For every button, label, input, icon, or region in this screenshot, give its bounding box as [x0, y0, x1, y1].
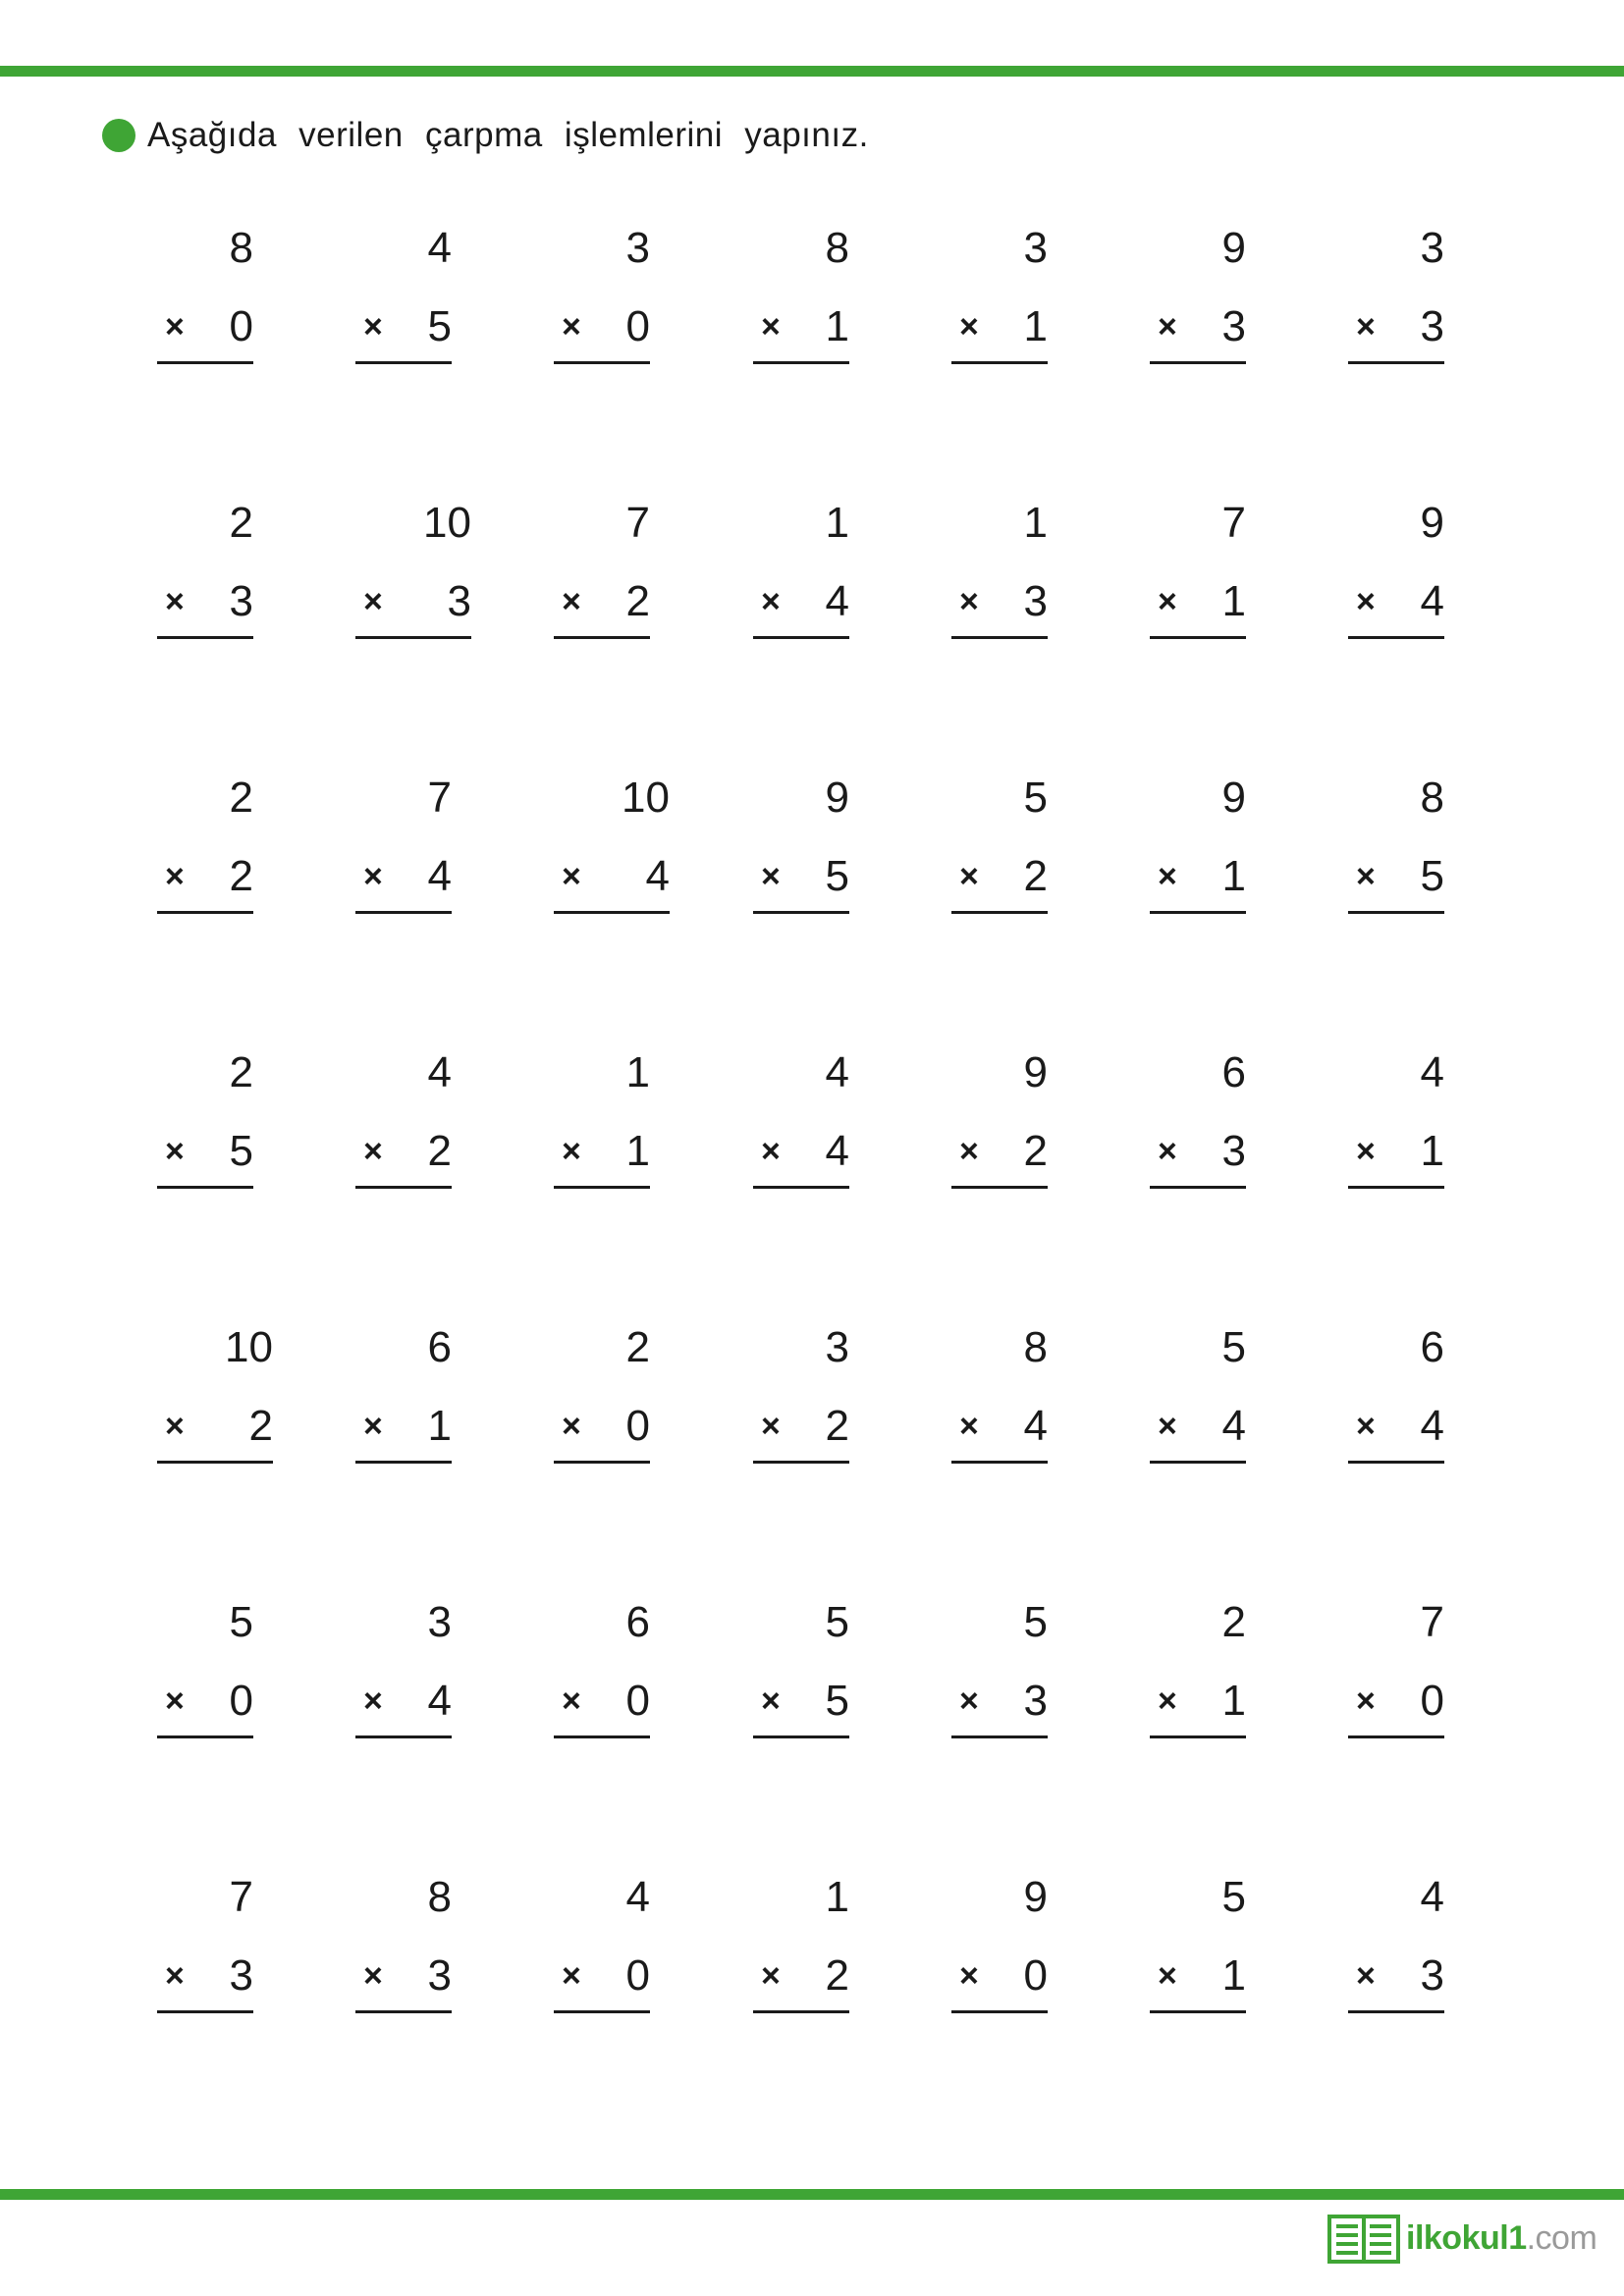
- multiplier: 2: [427, 1127, 452, 1175]
- multiplication-problem: [157, 774, 314, 940]
- multiplication-problem: [1150, 1873, 1307, 2040]
- multiplier: 4: [1420, 577, 1444, 625]
- times-sign: ×: [959, 1133, 979, 1170]
- multiplicand: 7: [1221, 499, 1246, 547]
- multiplication-problem: [1348, 774, 1505, 940]
- times-sign: ×: [363, 583, 383, 620]
- times-sign: ×: [1356, 308, 1376, 346]
- multiplier: 5: [229, 1127, 253, 1175]
- multiplication-problem: [355, 774, 513, 940]
- answer-line[interactable]: [355, 1186, 452, 1189]
- times-sign: ×: [1158, 1133, 1177, 1170]
- answer-line[interactable]: [1150, 1461, 1246, 1464]
- times-sign: ×: [761, 1957, 781, 1995]
- answer-line[interactable]: [951, 1735, 1048, 1738]
- multiplier: 4: [825, 577, 849, 625]
- times-sign: ×: [761, 308, 781, 346]
- multiplication-problem: [951, 224, 1109, 391]
- multiplicand: 9: [1023, 1048, 1048, 1096]
- times-sign: ×: [165, 583, 185, 620]
- times-sign: ×: [1356, 1408, 1376, 1445]
- answer-line[interactable]: [1348, 2010, 1444, 2013]
- multiplicand: 2: [229, 499, 253, 547]
- times-sign: ×: [562, 1957, 581, 1995]
- multiplier: 1: [1221, 577, 1246, 625]
- answer-line[interactable]: [157, 1735, 253, 1738]
- multiplication-problem: [1348, 1323, 1505, 1490]
- multiplier: 2: [625, 577, 650, 625]
- multiplier: 2: [1023, 852, 1048, 900]
- multiplier: 2: [825, 1402, 849, 1450]
- answer-line[interactable]: [1150, 1186, 1246, 1189]
- multiplicand: 3: [1420, 224, 1444, 272]
- multiplicand: 6: [625, 1598, 650, 1646]
- multiplicand: 6: [1221, 1048, 1246, 1096]
- multiplicand: 1: [625, 1048, 650, 1096]
- multiplier: 4: [427, 852, 452, 900]
- multiplication-problem: [157, 1598, 314, 1765]
- times-sign: ×: [363, 858, 383, 895]
- multiplication-problem: [157, 224, 314, 391]
- multiplication-problem: [157, 499, 314, 666]
- times-sign: ×: [959, 583, 979, 620]
- multiplier: 4: [825, 1127, 849, 1175]
- multiplication-problem: [951, 774, 1109, 940]
- multiplier: 4: [1221, 1402, 1246, 1450]
- multiplicand: 4: [825, 1048, 849, 1096]
- instruction: [102, 116, 869, 155]
- multiplier: 1: [1221, 1951, 1246, 2000]
- multiplication-problem: [1150, 499, 1307, 666]
- multiplication-problem: [1348, 1048, 1505, 1215]
- answer-line[interactable]: [157, 1186, 253, 1189]
- times-sign: ×: [562, 1133, 581, 1170]
- answer-line[interactable]: [753, 911, 849, 914]
- times-sign: ×: [363, 1408, 383, 1445]
- multiplicand: 4: [427, 1048, 452, 1096]
- answer-line[interactable]: [355, 2010, 452, 2013]
- multiplicand: 3: [1023, 224, 1048, 272]
- multiplicand: 5: [229, 1598, 253, 1646]
- multiplier: 0: [1420, 1677, 1444, 1725]
- multiplicand: 5: [1221, 1323, 1246, 1371]
- multiplicand: 10: [225, 1323, 273, 1371]
- times-sign: ×: [562, 858, 581, 895]
- times-sign: ×: [165, 1133, 185, 1170]
- multiplication-problem: [554, 1048, 711, 1215]
- times-sign: ×: [1158, 858, 1177, 895]
- answer-line[interactable]: [753, 636, 849, 639]
- multiplier: 0: [625, 1402, 650, 1450]
- times-sign: ×: [1158, 583, 1177, 620]
- answer-line[interactable]: [157, 911, 253, 914]
- multiplication-problem: [1348, 224, 1505, 391]
- multiplicand: 7: [229, 1873, 253, 1921]
- answer-line[interactable]: [355, 1461, 452, 1464]
- multiplication-problem: [951, 499, 1109, 666]
- multiplicand: 2: [625, 1323, 650, 1371]
- multiplication-problem: [753, 1048, 910, 1215]
- multiplication-problem: [1348, 499, 1505, 666]
- multiplier: 3: [1221, 302, 1246, 350]
- multiplicand: 8: [1420, 774, 1444, 822]
- times-sign: ×: [562, 1408, 581, 1445]
- multiplicand: 1: [825, 1873, 849, 1921]
- multiplier: 1: [625, 1127, 650, 1175]
- multiplicand: 8: [825, 224, 849, 272]
- times-sign: ×: [165, 1957, 185, 1995]
- answer-line[interactable]: [157, 1461, 273, 1464]
- times-sign: ×: [1356, 1133, 1376, 1170]
- times-sign: ×: [363, 1133, 383, 1170]
- multiplication-problem: [1150, 224, 1307, 391]
- times-sign: ×: [1356, 1957, 1376, 1995]
- answer-line[interactable]: [1150, 361, 1246, 364]
- multiplicand: 10: [423, 499, 471, 547]
- times-sign: ×: [1158, 308, 1177, 346]
- times-sign: ×: [959, 1682, 979, 1720]
- bottom-green-rule: [0, 2189, 1624, 2200]
- multiplication-problem: [554, 1598, 711, 1765]
- answer-line[interactable]: [355, 1735, 452, 1738]
- multiplier: 1: [1221, 852, 1246, 900]
- answer-line[interactable]: [1348, 636, 1444, 639]
- answer-line[interactable]: [554, 911, 670, 914]
- logo-text: [1406, 2219, 1597, 2258]
- answer-line[interactable]: [554, 636, 650, 639]
- multiplication-problem: [1150, 1048, 1307, 1215]
- multiplication-problem: [951, 1323, 1109, 1490]
- answer-line[interactable]: [554, 1186, 650, 1189]
- multiplicand: 7: [427, 774, 452, 822]
- times-sign: ×: [959, 1957, 979, 1995]
- times-sign: ×: [761, 1408, 781, 1445]
- multiplier: 4: [427, 1677, 452, 1725]
- multiplicand: 5: [1023, 774, 1048, 822]
- times-sign: ×: [761, 858, 781, 895]
- multiplier: 3: [427, 1951, 452, 2000]
- answer-line[interactable]: [1150, 911, 1246, 914]
- answer-line[interactable]: [157, 2010, 253, 2013]
- answer-line[interactable]: [951, 1186, 1048, 1189]
- answer-line[interactable]: [753, 2010, 849, 2013]
- multiplier: 5: [427, 302, 452, 350]
- multiplicand: 2: [229, 1048, 253, 1096]
- multiplier: 3: [229, 1951, 253, 2000]
- multiplier: 0: [625, 302, 650, 350]
- multiplier: 4: [1420, 1402, 1444, 1450]
- multiplicand: 4: [625, 1873, 650, 1921]
- multiplication-problem: [753, 1873, 910, 2040]
- times-sign: ×: [363, 1957, 383, 1995]
- answer-line[interactable]: [951, 636, 1048, 639]
- multiplication-problem: [554, 1873, 711, 2040]
- site-logo: [1327, 2209, 1597, 2268]
- answer-line[interactable]: [1348, 1186, 1444, 1189]
- multiplier: 0: [625, 1951, 650, 2000]
- answer-line[interactable]: [1348, 911, 1444, 914]
- multiplication-problem: [554, 499, 711, 666]
- multiplication-problem: [355, 499, 513, 666]
- multiplicand: 5: [1221, 1873, 1246, 1921]
- multiplier: 0: [229, 302, 253, 350]
- multiplicand: 2: [1221, 1598, 1246, 1646]
- multiplication-problem: [753, 224, 910, 391]
- multiplicand: 8: [1023, 1323, 1048, 1371]
- multiplicand: 5: [1023, 1598, 1048, 1646]
- multiplier: 3: [1023, 577, 1048, 625]
- multiplicand: 7: [1420, 1598, 1444, 1646]
- multiplier: 1: [1420, 1127, 1444, 1175]
- times-sign: ×: [1158, 1408, 1177, 1445]
- multiplicand: 9: [1420, 499, 1444, 547]
- times-sign: ×: [761, 583, 781, 620]
- book-icon: [1327, 2211, 1400, 2266]
- multiplicand: 2: [229, 774, 253, 822]
- multiplicand: 9: [1221, 774, 1246, 822]
- answer-line[interactable]: [554, 1461, 650, 1464]
- multiplicand: 8: [427, 1873, 452, 1921]
- answer-line[interactable]: [951, 361, 1048, 364]
- answer-line[interactable]: [355, 361, 452, 364]
- multiplier: 1: [825, 302, 849, 350]
- answer-line[interactable]: [951, 1461, 1048, 1464]
- multiplier: 4: [645, 852, 670, 900]
- answer-line[interactable]: [1150, 636, 1246, 639]
- multiplication-problem: [554, 774, 711, 940]
- multiplicand: 9: [1221, 224, 1246, 272]
- multiplication-problem: [951, 1598, 1109, 1765]
- multiplier: 3: [1221, 1127, 1246, 1175]
- multiplicand: 4: [1420, 1048, 1444, 1096]
- times-sign: ×: [761, 1682, 781, 1720]
- multiplier: 0: [1023, 1951, 1048, 2000]
- multiplication-problem: [355, 1323, 513, 1490]
- multiplicand: 7: [625, 499, 650, 547]
- times-sign: ×: [959, 308, 979, 346]
- multiplication-problem: [157, 1873, 314, 2040]
- multiplicand: 9: [1023, 1873, 1048, 1921]
- answer-line[interactable]: [1348, 1461, 1444, 1464]
- multiplication-problem: [753, 774, 910, 940]
- times-sign: ×: [363, 308, 383, 346]
- multiplicand: 9: [825, 774, 849, 822]
- answer-line[interactable]: [753, 361, 849, 364]
- answer-line[interactable]: [1348, 361, 1444, 364]
- answer-line[interactable]: [1150, 2010, 1246, 2013]
- multiplicand: 4: [427, 224, 452, 272]
- multiplicand: 1: [1023, 499, 1048, 547]
- multiplier: 2: [229, 852, 253, 900]
- multiplicand: 6: [1420, 1323, 1444, 1371]
- multiplier: 1: [427, 1402, 452, 1450]
- multiplication-problem: [951, 1873, 1109, 2040]
- answer-line[interactable]: [951, 911, 1048, 914]
- times-sign: ×: [1356, 1682, 1376, 1720]
- multiplication-problem: [355, 1873, 513, 2040]
- multiplication-problem: [1150, 1323, 1307, 1490]
- multiplicand: 4: [1420, 1873, 1444, 1921]
- multiplier: 5: [825, 852, 849, 900]
- times-sign: ×: [1356, 858, 1376, 895]
- multiplication-problem: [554, 224, 711, 391]
- multiplicand: 1: [825, 499, 849, 547]
- multiplier: 1: [1023, 302, 1048, 350]
- times-sign: ×: [562, 583, 581, 620]
- times-sign: ×: [761, 1133, 781, 1170]
- top-green-rule: [0, 66, 1624, 77]
- times-sign: ×: [165, 1408, 185, 1445]
- answer-line[interactable]: [1348, 1735, 1444, 1738]
- answer-line[interactable]: [355, 636, 471, 639]
- multiplication-problem: [355, 1048, 513, 1215]
- multiplier: 3: [1420, 302, 1444, 350]
- multiplication-problem: [157, 1048, 314, 1215]
- answer-line[interactable]: [157, 361, 253, 364]
- multiplier: 2: [825, 1951, 849, 2000]
- multiplication-problem: [1150, 774, 1307, 940]
- multiplier: 5: [1420, 852, 1444, 900]
- times-sign: ×: [165, 858, 185, 895]
- multiplier: 0: [229, 1677, 253, 1725]
- answer-line[interactable]: [554, 1735, 650, 1738]
- multiplicand: 5: [825, 1598, 849, 1646]
- multiplier: 4: [1023, 1402, 1048, 1450]
- times-sign: ×: [1158, 1957, 1177, 1995]
- multiplication-problem: [554, 1323, 711, 1490]
- times-sign: ×: [562, 1682, 581, 1720]
- multiplication-problem: [355, 1598, 513, 1765]
- multiplier: 3: [229, 577, 253, 625]
- multiplication-problem: [753, 499, 910, 666]
- multiplication-problem: [355, 224, 513, 391]
- multiplier: 1: [1221, 1677, 1246, 1725]
- answer-line[interactable]: [1150, 1735, 1246, 1738]
- multiplier: 0: [625, 1677, 650, 1725]
- multiplier: 5: [825, 1677, 849, 1725]
- answer-line[interactable]: [554, 361, 650, 364]
- multiplicand: 6: [427, 1323, 452, 1371]
- multiplicand: 8: [229, 224, 253, 272]
- multiplication-problem: [951, 1048, 1109, 1215]
- times-sign: ×: [959, 1408, 979, 1445]
- multiplicand: 3: [825, 1323, 849, 1371]
- instruction-text: Aşağıda verilen çarpma işlemlerini yapınız.: [147, 116, 869, 154]
- multiplication-problem: [157, 1323, 314, 1490]
- multiplication-problem: [1150, 1598, 1307, 1765]
- times-sign: ×: [562, 308, 581, 346]
- answer-line[interactable]: [554, 2010, 650, 2013]
- multiplication-problem: [753, 1598, 910, 1765]
- answer-line[interactable]: [355, 911, 452, 914]
- logo-domain: .com: [1526, 2218, 1597, 2257]
- times-sign: ×: [165, 1682, 185, 1720]
- multiplicand: 10: [622, 774, 670, 822]
- multiplication-problem: [753, 1323, 910, 1490]
- times-sign: ×: [165, 308, 185, 346]
- answer-line[interactable]: [753, 1461, 849, 1464]
- multiplier: 3: [1420, 1951, 1444, 2000]
- multiplier: 3: [447, 577, 471, 625]
- multiplicand: 3: [625, 224, 650, 272]
- times-sign: ×: [959, 858, 979, 895]
- multiplicand: 3: [427, 1598, 452, 1646]
- multiplication-problem: [1348, 1598, 1505, 1765]
- multiplier: 2: [1023, 1127, 1048, 1175]
- bullet-dot-icon: [102, 119, 135, 152]
- answer-line[interactable]: [951, 2010, 1048, 2013]
- multiplier: 3: [1023, 1677, 1048, 1725]
- answer-line[interactable]: [753, 1186, 849, 1189]
- times-sign: ×: [1356, 583, 1376, 620]
- logo-brand: ilkokul1: [1406, 2218, 1527, 2257]
- answer-line[interactable]: [157, 636, 253, 639]
- times-sign: ×: [1158, 1682, 1177, 1720]
- answer-line[interactable]: [753, 1735, 849, 1738]
- times-sign: ×: [363, 1682, 383, 1720]
- multiplication-problem: [1348, 1873, 1505, 2040]
- multiplier: 2: [248, 1402, 273, 1450]
